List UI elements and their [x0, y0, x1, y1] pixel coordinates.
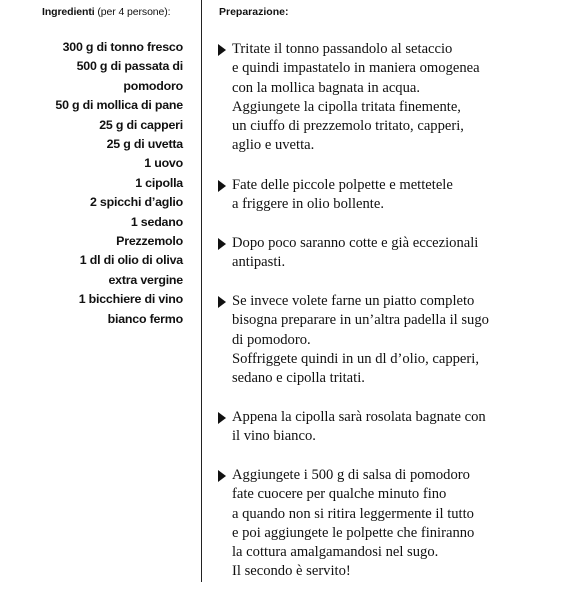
bullet-arrow-icon — [218, 44, 226, 56]
step-text — [232, 292, 489, 388]
step-text — [232, 408, 486, 447]
bullet-arrow-icon — [218, 180, 226, 192]
step-line: Fate delle piccole polpette e mettetele — [232, 177, 453, 193]
ingredient-item: bianco fermo — [107, 311, 183, 326]
step-text — [232, 176, 453, 215]
ingredient-item: 2 spicchi d’aglio — [90, 195, 183, 210]
step-line: la cottura amalgamandosi nel sugo. — [232, 544, 439, 561]
step-line: e poi aggiungete le polpette che finiranno — [232, 524, 475, 541]
step-line: Appena la cipolla sarà rosolata bagnate con — [232, 409, 486, 425]
step-text — [232, 466, 474, 582]
ingredient-item: 1 cipolla — [135, 175, 183, 190]
step-line: aglio e uvetta. — [232, 137, 315, 154]
step-line: Se invece volete farne un piatto completo — [232, 293, 475, 309]
step-line: a friggere in olio bollente. — [232, 196, 384, 213]
step-line: fate cuocere per qualche minuto fino — [232, 486, 447, 503]
step-line: antipasti. — [232, 254, 286, 271]
step-line: con la mollica bagnata in acqua. — [232, 79, 421, 96]
ingredients-heading-note: (per 4 persone): — [94, 6, 171, 18]
step-line: un ciuffo di prezzemolo tritato, capperi, — [232, 118, 464, 135]
step-line: bisogna preparare in un’altra padella il sugo — [232, 312, 489, 329]
ingredient-item: 1 dl di olio di oliva — [79, 253, 183, 268]
step-line: Tritate il tonno passandolo al setaccio — [232, 41, 453, 57]
ingredient-item: 1 sedano — [130, 214, 183, 229]
ingredient-item: 300 g di tonno fresco — [62, 40, 183, 54]
ingredients-list — [55, 38, 183, 329]
step-line: Soffriggete quindi in un dl d’olio, capperi, — [232, 350, 479, 367]
ingredient-item: extra vergine — [108, 272, 183, 287]
step-text — [232, 40, 480, 156]
bullet-arrow-icon — [218, 238, 226, 250]
ingredients-column — [0, 0, 201, 593]
step-line: il vino bianco. — [232, 428, 316, 445]
ingredients-heading — [42, 6, 171, 18]
bullet-arrow-icon — [218, 296, 226, 308]
ingredient-item: pomodoro — [123, 78, 183, 93]
preparation-column — [202, 0, 563, 593]
ingredient-item: 50 g di mollica di pane — [55, 98, 183, 113]
preparation-heading: Preparazione: — [219, 6, 289, 18]
bullet-arrow-icon — [218, 470, 226, 482]
step-line: Il secondo è servito! — [232, 563, 351, 580]
ingredient-item: 25 g di uvetta — [106, 137, 183, 152]
ingredient-item: 25 g di capperi — [99, 117, 183, 132]
bullet-arrow-icon — [218, 412, 226, 424]
ingredients-heading-label: Ingredienti — [42, 6, 95, 18]
step-line: di pomodoro. — [232, 331, 311, 348]
ingredient-item: 500 g di passata di — [76, 59, 183, 74]
ingredient-item: 1 bicchiere di vino — [78, 292, 183, 307]
step-line: sedano e cipolla tritati. — [232, 370, 365, 387]
ingredient-item: Prezzemolo — [116, 234, 183, 249]
step-line: Dopo poco saranno cotte e già eccezionali — [232, 235, 479, 251]
step-text — [232, 234, 478, 273]
ingredient-item: 1 uovo — [144, 156, 183, 171]
step-line: Aggiungete i 500 g di salsa di pomodoro — [232, 467, 470, 483]
step-line: a quando non si ritira leggermente il tutto — [232, 505, 474, 522]
step-line: e quindi impastatelo in maniera omogenea — [232, 60, 480, 77]
step-line: Aggiungete la cipolla tritata finemente, — [232, 98, 461, 115]
